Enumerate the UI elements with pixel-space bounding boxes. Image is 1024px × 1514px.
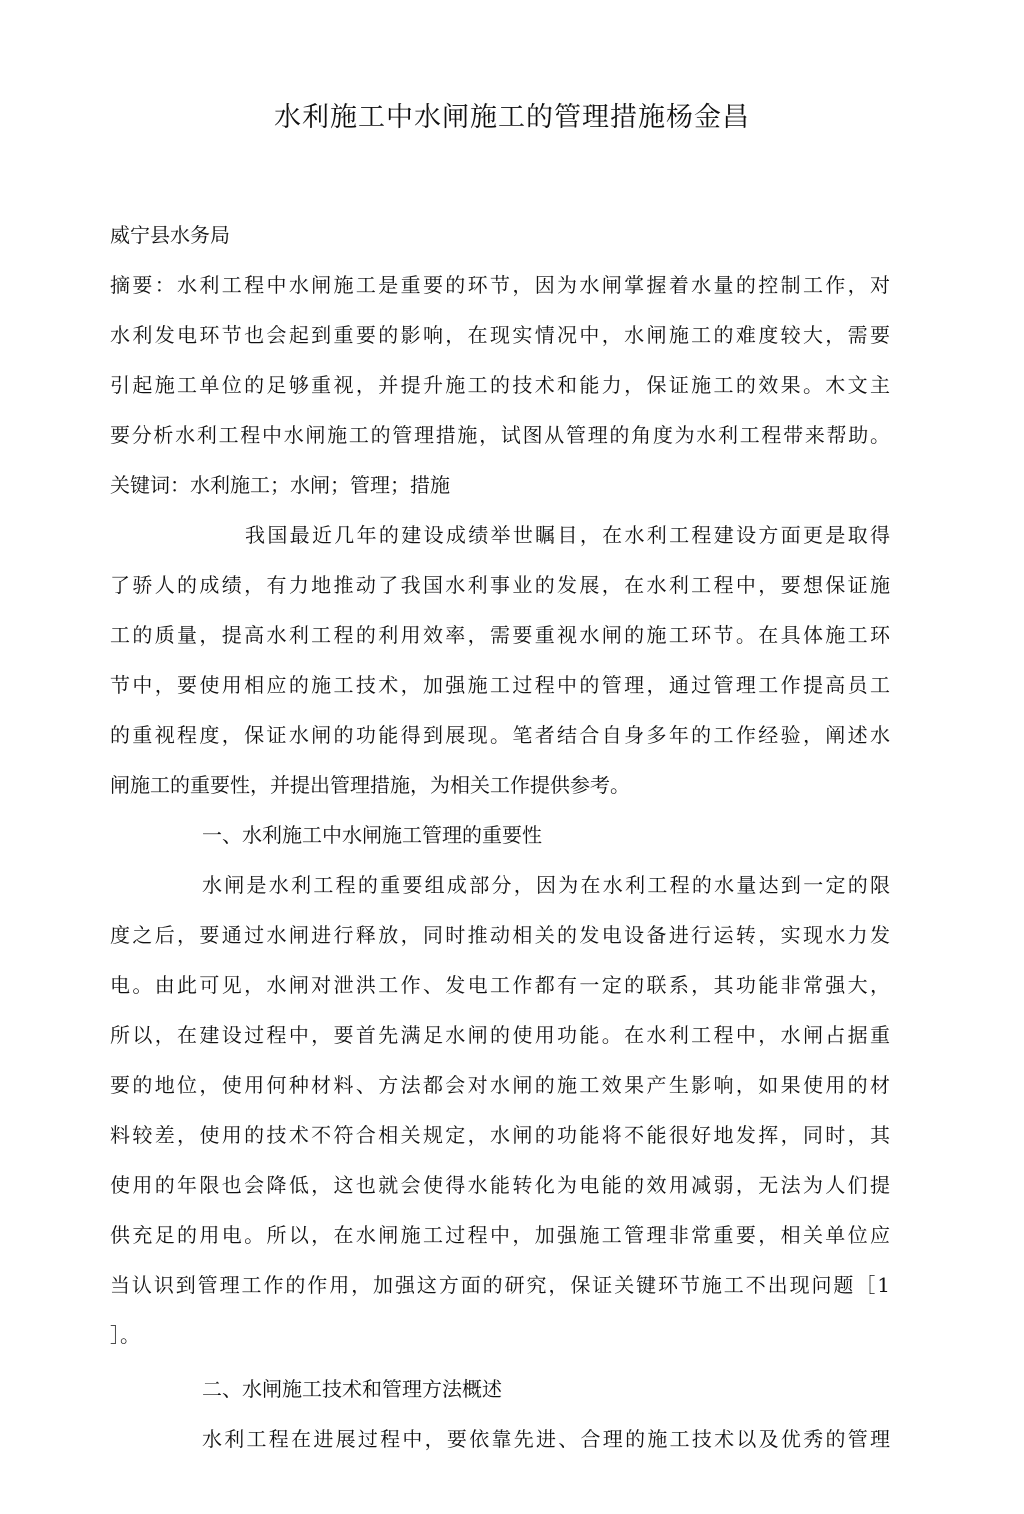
document-title: 水利施工中水闸施工的管理措施杨金昌 [274, 102, 750, 133]
section-heading-2: 二、水闸施工技术和管理方法概述 [202, 1377, 502, 1401]
affiliation: 威宁县水务局 [110, 223, 230, 247]
abstract-line: 摘要：水利工程中水闸施工是重要的环节，因为水闸掌握着水量的控制工作，对 [110, 273, 890, 297]
abstract-line: 引起施工单位的足够重视，并提升施工的技术和能力，保证施工的效果。木文主 [110, 373, 890, 397]
abstract-line: 水利发电环节也会起到重要的影响，在现实情况中，水闸施工的难度较大，需要 [110, 323, 890, 347]
paragraph-line: 闸施工的重要性，并提出管理措施，为相关工作提供参考。 [110, 773, 630, 797]
abstract [110, 260, 890, 460]
paragraph-line: 料较差，使用的技术不符合相关规定，水闸的功能将不能很好地发挥，同时，其 [110, 1123, 890, 1147]
paragraph-line: 水利工程在进展过程中，要依靠先进、合理的施工技术以及优秀的管理 [202, 1427, 890, 1451]
section1-paragraph [110, 860, 890, 1360]
paragraph-line: 当认识到管理工作的作用，加强这方面的研究，保证关键环节施工不出现问题［1 [110, 1273, 890, 1297]
paragraph-line: 所以，在建设过程中，要首先满足水闸的使用功能。在水利工程中，水闸占据重 [110, 1023, 890, 1047]
paragraph-line: 我国最近几年的建设成绩举世瞩目，在水利工程建设方面更是取得 [245, 523, 890, 547]
paragraph-line: ］。 [110, 1323, 140, 1347]
paragraph-line: 度之后，要通过水闸进行释放，同时推动相关的发电设备进行运转，实现水力发 [110, 923, 890, 947]
abstract-line: 要分析水利工程中水闸施工的管理措施，试图从管理的角度为水利工程带来帮助。 [110, 423, 890, 447]
intro-paragraph [110, 510, 890, 810]
paragraph-line: 工的质量，提高水利工程的利用效率，需要重视水闸的施工环节。在具体施工环 [110, 623, 890, 647]
paragraph-line: 水闸是水利工程的重要组成部分，因为在水利工程的水量达到一定的限 [202, 873, 890, 897]
paragraph-line: 供充足的用电。所以，在水闸施工过程中，加强施工管理非常重要，相关单位应 [110, 1223, 890, 1247]
paragraph-line: 了骄人的成绩，有力地推动了我国水利事业的发展，在水利工程中，要想保证施 [110, 573, 890, 597]
paragraph-line: 使用的年限也会降低，这也就会使得水能转化为电能的效用减弱，无法为人们提 [110, 1173, 890, 1197]
section-heading-1: 一、水利施工中水闸施工管理的重要性 [202, 823, 542, 847]
paragraph-line: 电。由此可见，水闸对泄洪工作、发电工作都有一定的联系，其功能非常强大， [110, 973, 890, 997]
paragraph-line: 节中，要使用相应的施工技术，加强施工过程中的管理，通过管理工作提高员工 [110, 673, 890, 697]
document-body [110, 210, 890, 1464]
section2-paragraph [110, 1414, 890, 1464]
paragraph-line: 的重视程度，保证水闸的功能得到展现。笔者结合自身多年的工作经验，阐述水 [110, 723, 890, 747]
keywords: 关键词：水利施工；水闸；管理；措施 [110, 473, 450, 497]
paragraph-line: 要的地位，使用何种材料、方法都会对水闸的施工效果产生影响，如果使用的材 [110, 1073, 890, 1097]
